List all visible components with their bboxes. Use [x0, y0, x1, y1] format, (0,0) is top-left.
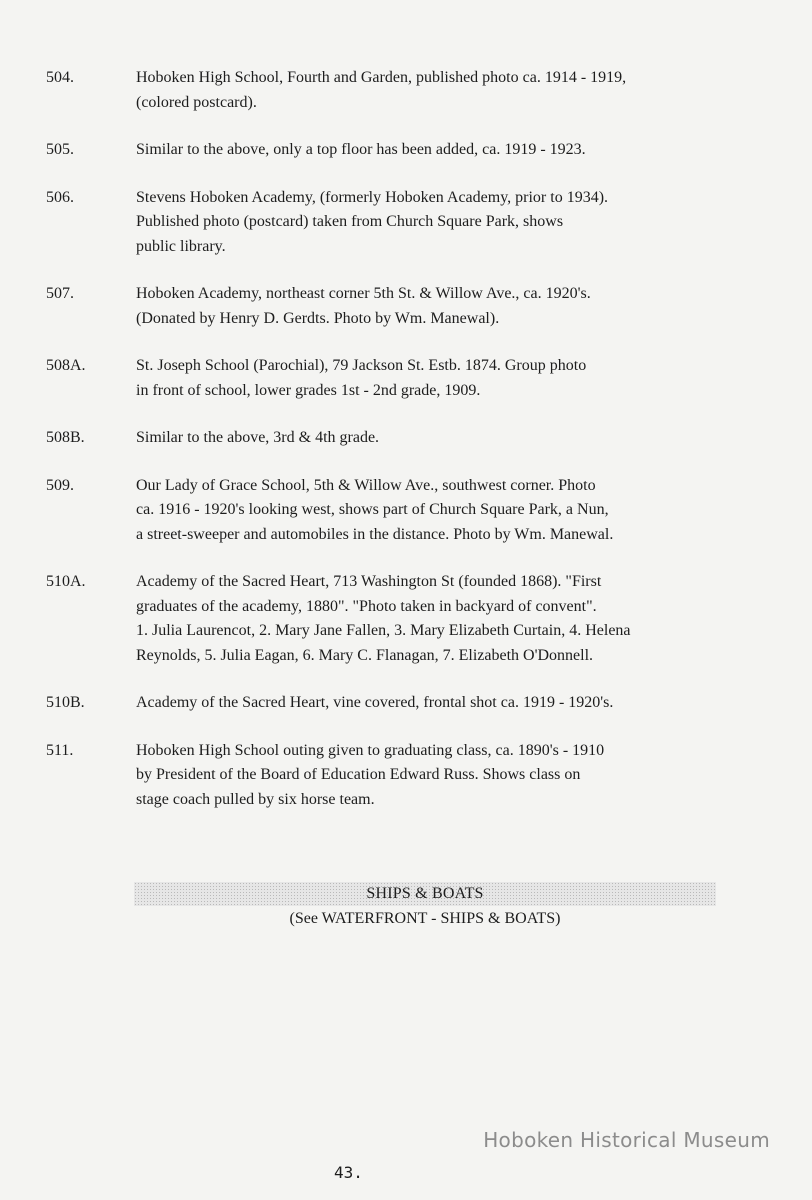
entry-number: 504. — [46, 69, 74, 86]
entry-number: 507. — [46, 285, 74, 302]
entry-line: stage coach pulled by six horse team. — [136, 790, 375, 808]
entry-line: Our Lady of Grace School, 5th & Willow Ave., southwest corner. Photo — [136, 476, 596, 494]
section-title: SHIPS & BOATS — [366, 885, 484, 902]
entry-line: public library. — [136, 237, 226, 255]
entry-line: Stevens Hoboken Academy, (formerly Hoboken Academy, prior to 1934). — [136, 188, 609, 206]
entry-line: Published photo (postcard) taken from Church Square Park, shows — [136, 213, 564, 230]
museum-watermark: Hoboken Historical Museum — [483, 1128, 770, 1152]
entry-description — [136, 354, 676, 403]
entry-number: 508A. — [46, 357, 86, 374]
entry-description — [136, 739, 676, 813]
section-cross-reference: (See WATERFRONT - SHIPS & BOATS) — [289, 910, 561, 927]
entry-line: Reynolds, 5. Julia Eagan, 6. Mary C. Flanagan, 7. Elizabeth O'Donnell. — [136, 646, 594, 664]
entry-line: Hoboken High School, Fourth and Garden, published photo ca. 1914 - 1919, — [136, 69, 627, 86]
catalog-entry — [0, 691, 812, 716]
entry-line: in front of school, lower grades 1st - 2nd grade, 1909. — [136, 381, 481, 399]
entry-description — [136, 282, 676, 331]
entry-number: 510A. — [46, 573, 86, 590]
entry-number: 508B. — [46, 429, 85, 446]
section-title-bar — [134, 882, 716, 906]
entry-number: 505. — [46, 141, 74, 158]
entry-description — [136, 186, 676, 260]
entry-line: graduates of the academy, 1880". "Photo taken in backyard of convent". — [136, 597, 597, 615]
catalog-entry — [0, 186, 812, 260]
entry-line: a street-sweeper and automobiles in the distance. Photo by Wm. Manewal. — [136, 525, 614, 543]
entry-line: Academy of the Sacred Heart, vine covered, frontal shot ca. 1919 - 1920's. — [136, 694, 614, 711]
entry-description — [136, 474, 676, 548]
entry-line: Similar to the above, 3rd & 4th grade. — [136, 429, 380, 446]
entry-number: 510B. — [46, 694, 85, 711]
catalog-entry — [0, 426, 812, 451]
catalog-entry — [0, 138, 812, 163]
entry-number: 509. — [46, 476, 74, 494]
entry-line: 1. Julia Laurencot, 2. Mary Jane Fallen, 3. Mary Elizabeth Curtain, 4. Helena — [136, 622, 631, 639]
catalog-entry — [0, 474, 812, 548]
catalog-entry — [0, 66, 812, 115]
entry-line: (Donated by Henry D. Gerdts. Photo by Wm. Manewal). — [136, 309, 500, 327]
entry-number: 506. — [46, 188, 74, 206]
entry-line: Academy of the Sacred Heart, 713 Washington St (founded 1868). "First — [136, 573, 602, 590]
entry-line: by President of the Board of Education Edward Russ. Shows class on — [136, 766, 581, 783]
entry-line: ca. 1916 - 1920's looking west, shows part of Church Square Park, a Nun, — [136, 501, 609, 518]
catalog-entries — [0, 66, 812, 835]
entry-line: Hoboken Academy, northeast corner 5th St. & Willow Ave., ca. 1920's. — [136, 285, 591, 302]
entry-line: St. Joseph School (Parochial), 79 Jackson St. Estb. 1874. Group photo — [136, 357, 587, 374]
entry-description — [136, 570, 676, 668]
section-header — [134, 882, 716, 932]
entry-description — [136, 426, 676, 451]
catalog-entry — [0, 282, 812, 331]
entry-line: (colored postcard). — [136, 93, 257, 111]
entry-number: 511. — [46, 741, 74, 759]
page-number: 43. — [334, 1163, 363, 1182]
catalog-entry — [0, 739, 812, 813]
entry-line: Similar to the above, only a top floor has been added, ca. 1919 - 1923. — [136, 141, 586, 158]
catalog-entry — [0, 570, 812, 668]
entry-line: Hoboken High School outing given to graduating class, ca. 1890's - 1910 — [136, 741, 605, 759]
entry-description — [136, 138, 676, 163]
catalog-entry — [0, 354, 812, 403]
entry-description — [136, 691, 676, 716]
entry-description — [136, 66, 676, 115]
